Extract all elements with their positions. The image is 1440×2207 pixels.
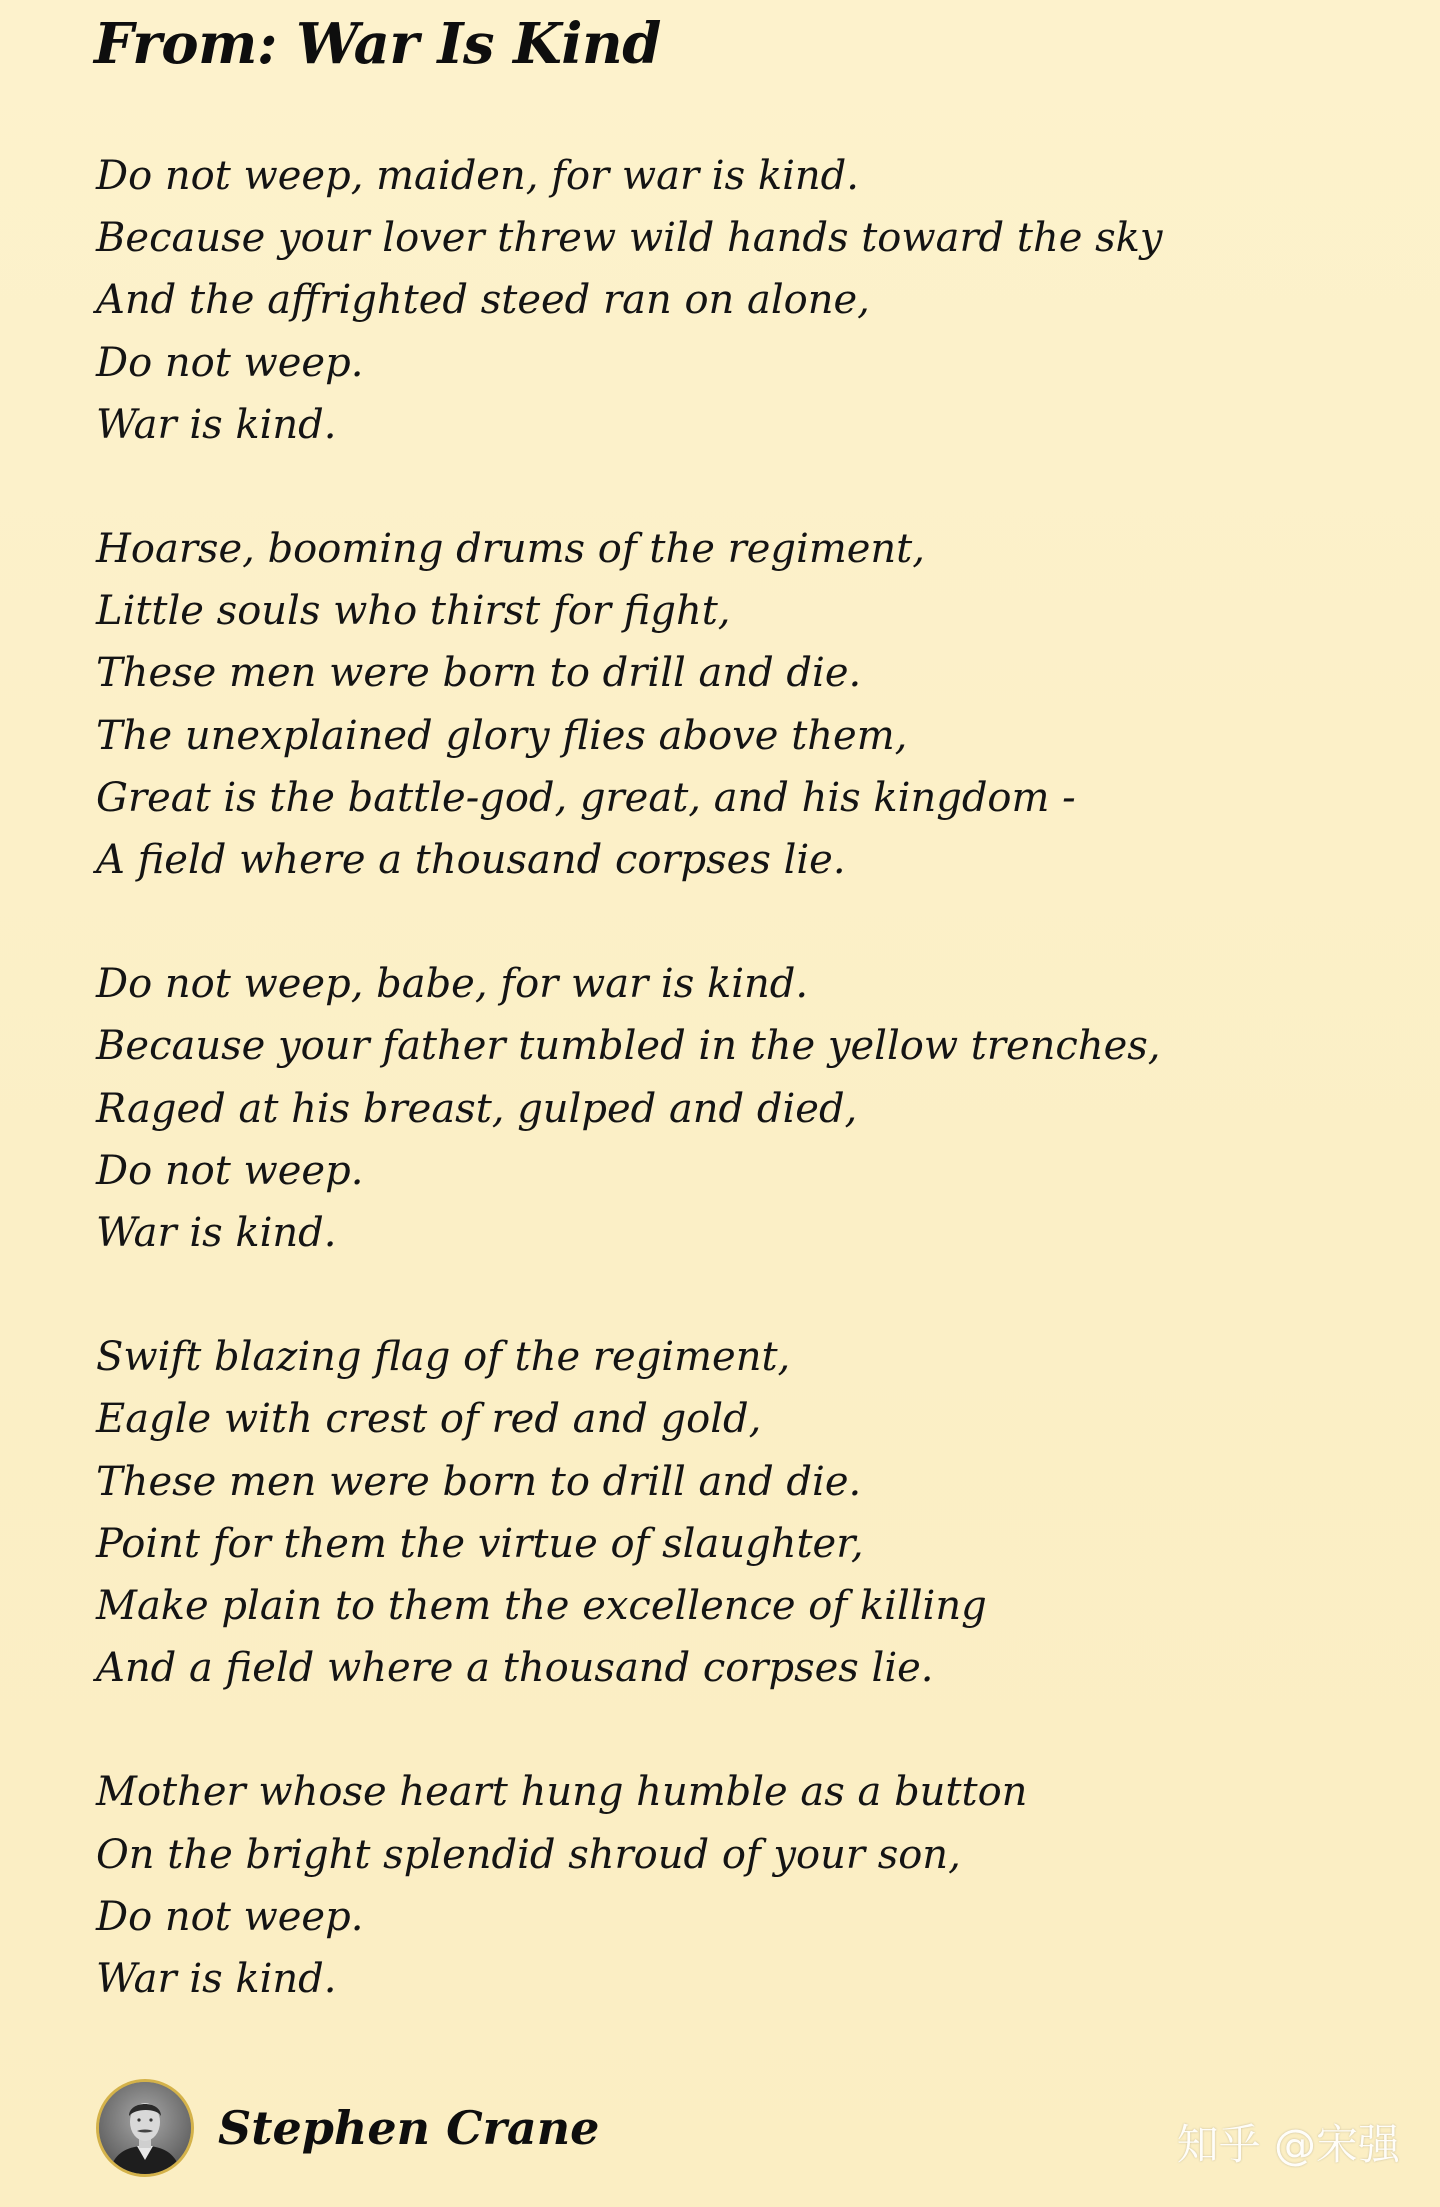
poem-line: Point for them the virtue of slaughter, — [96, 1520, 864, 1567]
author-name: Stephen Crane — [218, 2101, 600, 2155]
poem-line: Raged at his breast, gulped and died, — [96, 1085, 858, 1132]
poem-line: These men were born to drill and die. — [96, 1458, 862, 1505]
author-portrait-icon — [96, 2079, 194, 2177]
poem-title: From: War Is Kind — [94, 11, 661, 77]
poem-line: These men were born to drill and die. — [96, 650, 862, 697]
poem-line: Do not weep, maiden, for war is kind. — [96, 153, 859, 199]
stanza — [96, 1326, 1356, 1699]
poem-line: War is kind. — [96, 1956, 337, 2003]
site-watermark: 知乎 @宋强 — [1176, 2120, 1400, 2169]
poem-line: Great is the battle-god, great, and his kingdom - — [96, 774, 1076, 821]
stanza — [96, 518, 1356, 891]
author-block — [96, 2078, 599, 2178]
poem-line: Hoarse, booming drums of the regiment, — [96, 526, 925, 573]
poem-line: Mother whose heart hung humble as a button — [96, 1769, 1028, 1816]
stanza — [96, 953, 1356, 1264]
poem-line: War is kind. — [96, 1210, 337, 1257]
poem-line: Because your lover threw wild hands toward the sky — [96, 215, 1163, 262]
poem-line: Because your father tumbled in the yellow trenches, — [96, 1023, 1161, 1070]
poem-line: On the bright splendid shroud of your son, — [96, 1831, 961, 1878]
poem-line: Swift blazing flag of the regiment, — [96, 1334, 791, 1381]
poem-line: A field where a thousand corpses lie. — [96, 837, 846, 884]
stanza — [96, 1761, 1356, 2010]
poem-line: Do not weep. — [96, 1893, 364, 1940]
stanza — [96, 145, 1356, 456]
poem-body — [96, 145, 1356, 2072]
poem-line: And a field where a thousand corpses lie. — [96, 1645, 934, 1692]
poem-line: Eagle with crest of red and gold, — [96, 1396, 762, 1443]
poem-line: Make plain to them the excellence of killing — [96, 1583, 987, 1630]
poem-line: Little souls who thirst for fight, — [96, 588, 731, 635]
poem-line: War is kind. — [96, 401, 337, 448]
poem-line: Do not weep. — [96, 1147, 364, 1194]
poem-line: The unexplained glory flies above them, — [96, 712, 908, 759]
poem-line: Do not weep, babe, for war is kind. — [96, 961, 809, 1008]
poem-line: Do not weep. — [96, 339, 364, 386]
poem-line: And the affrighted steed ran on alone, — [96, 277, 870, 324]
